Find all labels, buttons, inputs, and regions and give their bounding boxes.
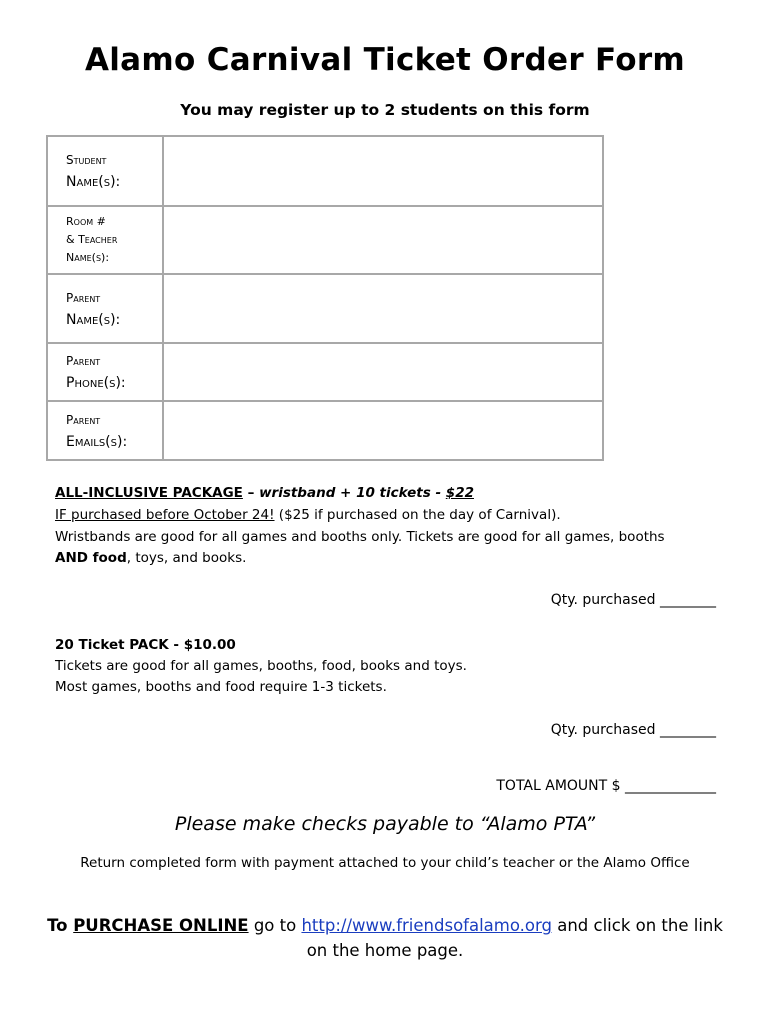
label-parent-phones — [47, 343, 163, 401]
label-line: Parent — [66, 354, 101, 368]
package-dash: – — [242, 485, 260, 501]
row-parent-phones — [47, 343, 603, 401]
and-food-emphasis: AND food — [55, 550, 127, 566]
parent-names-field[interactable] — [163, 274, 603, 343]
total-amount-field[interactable]: TOTAL AMOUNT $ _____________ — [496, 778, 716, 794]
checks-payable-note: Please make checks payable to “Alamo PTA” — [174, 813, 596, 835]
friends-of-alamo-link[interactable]: http://www.friendsofalamo.org — [301, 916, 552, 935]
ticket-pack-qty-field[interactable]: Qty. purchased ________ — [550, 722, 716, 738]
room-teacher-field[interactable] — [163, 206, 603, 274]
package-name: ALL-INCLUSIVE PACKAGE — [55, 485, 243, 501]
parent-emails-field[interactable] — [163, 401, 603, 460]
purchase-online-label: PURCHASE ONLINE — [73, 916, 249, 935]
online-prefix: To — [47, 916, 74, 935]
row-room-teacher — [47, 206, 603, 274]
label-room-teacher — [47, 206, 163, 274]
label-line: Parent — [66, 412, 101, 427]
online-go-to: go to — [248, 916, 302, 935]
row-student-names — [47, 136, 603, 206]
ticket-pack-heading: 20 Ticket PACK - $10.00 — [55, 637, 236, 653]
package-description-rest: , toys, and books. — [126, 550, 247, 566]
ticket-pack-line2: Most games, booths and food require 1-3 tickets. — [55, 679, 387, 695]
label-student-names — [47, 136, 163, 206]
package-qty-field[interactable]: Qty. purchased ________ — [550, 592, 716, 608]
package-price: $22 — [445, 485, 474, 501]
return-instructions: Return completed form with payment attached to your child’s teacher or the Alamo Office — [80, 855, 690, 871]
label-line: Name(s): — [66, 174, 121, 190]
row-parent-names — [47, 274, 603, 343]
package-deadline: IF purchased before October 24! — [55, 507, 275, 523]
label-parent-emails — [47, 401, 163, 460]
package-late-price: ($25 if purchased on the day of Carnival). — [274, 507, 561, 523]
package-description-2 — [55, 548, 246, 570]
label-line: Name(s): — [66, 311, 121, 328]
page-title: Alamo Carnival Ticket Order Form — [84, 42, 686, 78]
page-subtitle: You may register up to 2 students on this form — [180, 101, 590, 119]
label-line: Room # — [66, 215, 106, 228]
package-heading — [55, 483, 474, 505]
online-purchase-note — [40, 913, 730, 963]
registration-table — [46, 135, 604, 461]
student-names-field[interactable] — [163, 136, 603, 206]
package-detail: wristband + 10 tickets - — [259, 485, 446, 501]
package-deadline-line — [55, 505, 561, 527]
label-line: Name(s): — [66, 251, 110, 264]
ticket-pack-line1: Tickets are good for all games, booths, food, books and toys. — [55, 658, 467, 674]
label-parent-names — [47, 274, 163, 343]
row-parent-emails — [47, 401, 603, 460]
label-line: & Teacher — [66, 233, 118, 246]
label-line: Student — [66, 153, 107, 167]
package-description: Wristbands are good for all games and booths only. Tickets are good for all games, booths — [55, 529, 665, 545]
online-suffix: and click on the link on the home page. — [306, 916, 723, 960]
label-line: Emails(s): — [66, 433, 128, 450]
label-line: Parent — [66, 290, 101, 305]
label-line: Phone(s): — [66, 375, 126, 391]
parent-phones-field[interactable] — [163, 343, 603, 401]
